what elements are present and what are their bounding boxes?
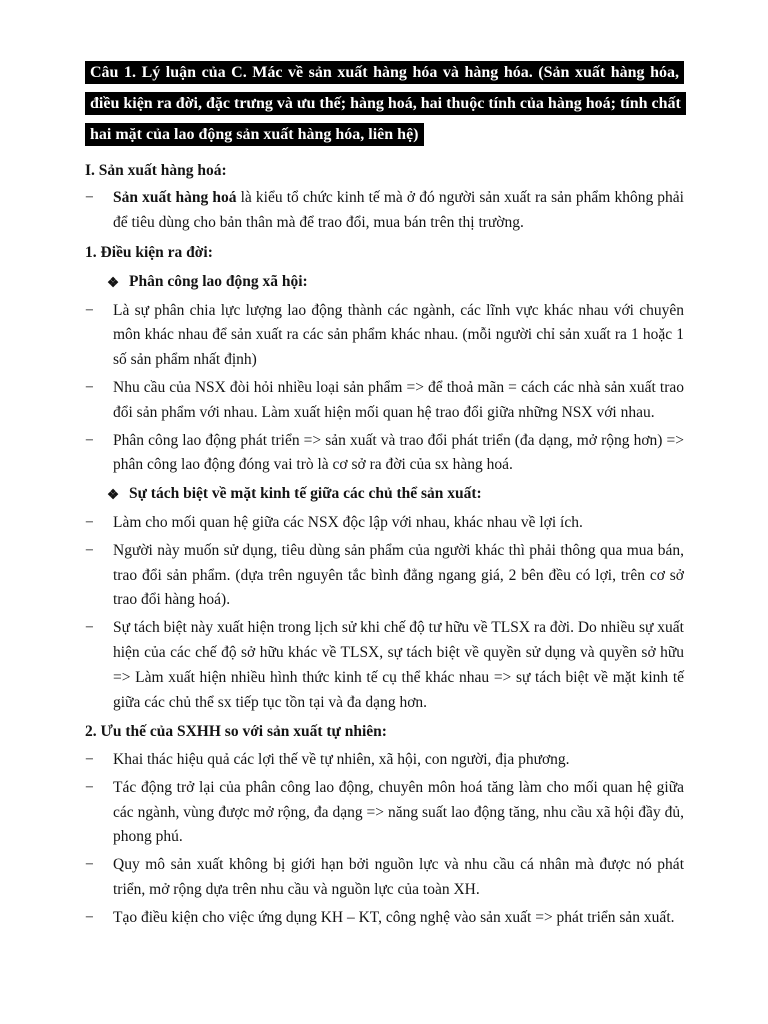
list-item-text: Phân công lao động phát triển => sản xuất và trao đổi phát triển (đa dạng, mở rộng hơn) => phân công lao động đóng vai trò là cơ sở ra đời của sx hàng hoá. xyxy=(113,431,684,474)
title-highlight: Câu 1. Lý luận của C. Mác về sản xuất hàng hóa và hàng hóa. (Sản xuất hàng hóa, điều kiện ra đời, đặc trưng và ưu thế; hàng hoá, hai thuộc tính của hàng hoá; tính chất hai mặt của lao động sản xuất hàng hóa, liên hệ) xyxy=(85,61,686,146)
list-item xyxy=(85,853,684,903)
list-item xyxy=(85,376,684,426)
list-item xyxy=(85,616,684,715)
dash-bullet: − xyxy=(85,189,94,207)
diamond-bullet: ❖ xyxy=(107,487,120,503)
question-title xyxy=(85,57,684,151)
section-heading-advantages: 2. Ưu thế của SXHH so với sản xuất tự nhiên: xyxy=(85,723,387,741)
list-item-text: Sự tách biệt này xuất hiện trong lịch sử khi chế độ tư hữu về TLSX ra đời. Do nhiều sự xuất hiện của các chế độ sở hữu khác về TLSX, sự tách biệt về quyền sử dụng và quyền sở hữu => Làm xuất hiện nhiều hình thức kinh tế cụ thể khác nhau => sự tách biệt về mặt kinh tế giữa các chủ thể sx tiếp tục tồn tại và đa dạng hơn. xyxy=(113,619,684,711)
subheading-economic-separation xyxy=(85,482,684,507)
dash-bullet: − xyxy=(85,778,94,796)
subheading-text: Phân công lao động xã hội: xyxy=(129,272,308,290)
list-item-text: Tạo điều kiện cho việc ứng dụng KH – KT, công nghệ vào sản xuất => phát triển sản xuất. xyxy=(113,908,675,926)
list-item xyxy=(85,299,684,373)
dash-bullet: − xyxy=(85,378,94,396)
list-item xyxy=(85,748,684,773)
subheading-text: Sự tách biệt về mặt kinh tế giữa các chủ thể sản xuất: xyxy=(129,485,482,503)
definition-term: Sản xuất hàng hoá xyxy=(113,189,237,207)
diamond-bullet: ❖ xyxy=(107,274,120,290)
list-item-definition xyxy=(85,186,684,236)
dash-bullet: − xyxy=(85,619,94,637)
dash-bullet: − xyxy=(85,751,94,769)
dash-bullet: − xyxy=(85,856,94,874)
list-item-text: Là sự phân chia lực lượng lao động thành các ngành, các lĩnh vực khác nhau với chuyên môn khác nhau để sản xuất ra các sản phẩm khác nhau. (mỗi người chỉ sản xuất ra 1 hoặc 1 số sản phẩm nhất định) xyxy=(113,301,684,369)
dash-bullet: − xyxy=(85,541,94,559)
list-item-text: Khai thác hiệu quả các lợi thế về tự nhiên, xã hội, con người, địa phương. xyxy=(113,751,570,769)
list-item xyxy=(85,776,684,850)
list-item-text xyxy=(113,186,684,236)
section-heading-conditions: 1. Điều kiện ra đời: xyxy=(85,243,213,261)
list-item-text: Người này muốn sử dụng, tiêu dùng sản phẩm của người khác thì phải thông qua mua bán, trao đổi sản phẩm. (dựa trên nguyên tắc bình đẳng ngang giá, 2 bên đều có lợi, trên cơ sở trao đổi hàng hoá). xyxy=(113,541,684,609)
dash-bullet: − xyxy=(85,513,94,531)
dash-bullet: − xyxy=(85,908,94,926)
dash-bullet: − xyxy=(85,301,94,319)
definition-body: là kiểu tổ chức kinh tế mà ở đó người sản xuất ra sản phẩm không phải để tiêu dùng cho bản thân mà để trao đổi, mua bán trên thị trường. xyxy=(113,189,684,232)
subheading-labor-division xyxy=(85,270,684,295)
list-item xyxy=(85,511,684,536)
dash-bullet: − xyxy=(85,431,94,449)
list-item xyxy=(85,429,684,479)
list-item-text: Quy mô sản xuất không bị giới hạn bởi nguồn lực và nhu cầu cá nhân mà được nó phát triển, mở rộng dựa trên nhu cầu và nguồn lực của toàn XH. xyxy=(113,856,684,899)
list-item-text: Tác động trở lại của phân công lao động, chuyên môn hoá tăng làm cho mối quan hệ giữa các ngành, vùng được mở rộng, đa dạng => năng suất lao động tăng, nhu cầu xã hội đầy đủ, phong phú. xyxy=(113,778,684,846)
list-item xyxy=(85,906,684,931)
list-item xyxy=(85,539,684,613)
list-item-text: Làm cho mối quan hệ giữa các NSX độc lập với nhau, khác nhau về lợi ích. xyxy=(113,513,583,531)
list-item-text: Nhu cầu của NSX đòi hỏi nhiều loại sản phẩm => để thoả mãn = cách các nhà sản xuất trao đổi sản phẩm với nhau. Làm xuất hiện mối quan hệ trao đổi giữa những NSX với nhau. xyxy=(113,378,684,421)
section-heading-production: I. Sản xuất hàng hoá: xyxy=(85,161,227,179)
